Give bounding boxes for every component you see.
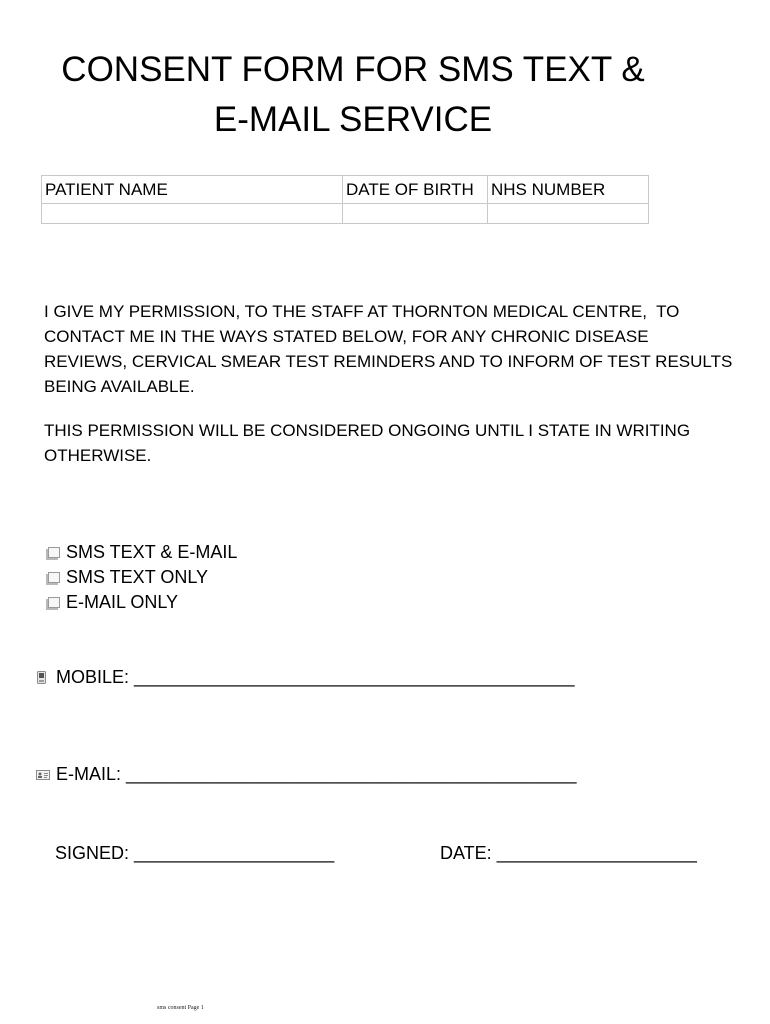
patient-name-cell [42, 204, 343, 224]
patient-name-header: PATIENT NAME [42, 176, 343, 204]
table-header-row [42, 176, 649, 204]
form-title-line-2: E-MAIL SERVICE [213, 100, 493, 139]
permission-paragraph [44, 299, 732, 399]
email-label: E-MAIL: [56, 764, 122, 784]
signature-field [55, 841, 334, 866]
permission-line: REVIEWS, CERVICAL SMEAR TEST REMINDERS AND TO INFORM OF TEST RESULTS [44, 352, 733, 371]
email-blank-line: _____________________________________________ [126, 764, 577, 784]
date-blank-line: ____________________ [496, 843, 697, 863]
page-footer: sms consent Page 1 [157, 1005, 204, 1011]
option-label: SMS TEXT ONLY [66, 567, 209, 587]
checkbox-icon[interactable] [48, 597, 60, 608]
ongoing-paragraph [44, 418, 690, 468]
mobile-field [37, 665, 575, 690]
mobile-label: MOBILE: [56, 667, 130, 687]
date-label: DATE: [440, 843, 492, 863]
nhs-number-header: NHS NUMBER [488, 176, 649, 204]
email-field [36, 762, 577, 787]
mobile-blank-line: ____________________________________________ [134, 667, 575, 687]
ongoing-line: OTHERWISE. [44, 446, 152, 465]
patient-details-table [41, 175, 649, 224]
form-title-line-1: CONSENT FORM FOR SMS TEXT & [61, 50, 645, 89]
table-row [42, 204, 649, 224]
option-sms-and-email[interactable] [46, 540, 237, 565]
date-field [440, 841, 697, 866]
date-of-birth-cell [343, 204, 488, 224]
option-sms-only[interactable] [46, 565, 237, 590]
signature-blank-line: ____________________ [134, 843, 335, 863]
contact-options [46, 540, 237, 615]
date-of-birth-header: DATE OF BIRTH [343, 176, 488, 204]
permission-line: I GIVE MY PERMISSION, TO THE STAFF AT THORNTON MEDICAL CENTRE, TO [44, 302, 680, 321]
checkbox-icon[interactable] [48, 572, 60, 583]
option-label: E-MAIL ONLY [66, 592, 179, 612]
permission-line: CONTACT ME IN THE WAYS STATED BELOW, FOR ANY CHRONIC DISEASE [44, 327, 649, 346]
ongoing-line: THIS PERMISSION WILL BE CONSIDERED ONGOING UNTIL I STATE IN WRITING [44, 421, 691, 440]
address-card-icon [36, 770, 50, 780]
checkbox-icon[interactable] [48, 547, 60, 558]
form-title [0, 45, 706, 145]
option-email-only[interactable] [46, 590, 237, 615]
nhs-number-cell [488, 204, 649, 224]
permission-line: BEING AVAILABLE. [44, 377, 195, 396]
mobile-phone-icon [37, 671, 46, 684]
option-label: SMS TEXT & E-MAIL [66, 542, 238, 562]
signed-label: SIGNED: [55, 843, 130, 863]
